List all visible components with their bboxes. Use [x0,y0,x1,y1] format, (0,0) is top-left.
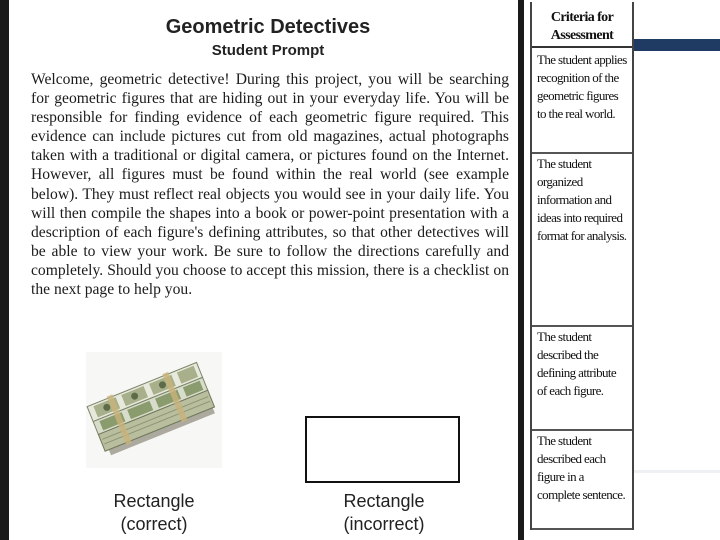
stacked-dollar-bills-icon [86,352,222,468]
correct-example-note: (correct) [120,514,188,534]
criteria-header: Criteria for Assessment [532,2,632,48]
incorrect-example-note: (incorrect) [343,514,425,534]
slide-accent-bar [634,39,720,51]
prompt-body: Welcome, geometric detective! During this project, you will be searching for geometric figures that are hiding out in your everyday life. You will be responsible for finding evidence of each geometric figure required. This evidence can include pictures cut from old magazines, actual photographs taken with a traditional or digital camera, or pictures found on the Internet. However, all figures must be found within the real world (see example below). They must reflect real objects you would see in your daily life. You will then compile the shapes into a book or power-point presentation with a description of each figure's defining attributes, so that other detectives will be able to view your work. Be sure to follow the directions carefully and completely. Should you choose to accept this mission, there is a checklist on the next page to help you. [31,71,509,299]
slide-divider-line [634,470,720,473]
criteria-table [530,2,634,530]
dollar-bills-photo [86,352,222,468]
correct-example-caption [84,490,224,536]
correct-example-label: Rectangle [113,491,195,511]
criteria-row-1: The student applies recognition of the geometric figures to the real world. [532,50,632,154]
incorrect-example-caption [314,490,454,536]
criteria-row-3: The student described the defining attribute of each figure. [532,327,632,431]
page-subtitle: Student Prompt [211,42,325,59]
left-border [0,0,9,540]
plain-rectangle-example [305,416,460,483]
criteria-row-4: The student described each figure in a complete sentence. [532,431,632,530]
page-title: Geometric Detectives [165,16,371,38]
prompt-right-border [518,0,524,540]
incorrect-example-label: Rectangle [343,491,425,511]
criteria-row-2: The student organized information and ideas into required format for analysis. [532,154,632,327]
